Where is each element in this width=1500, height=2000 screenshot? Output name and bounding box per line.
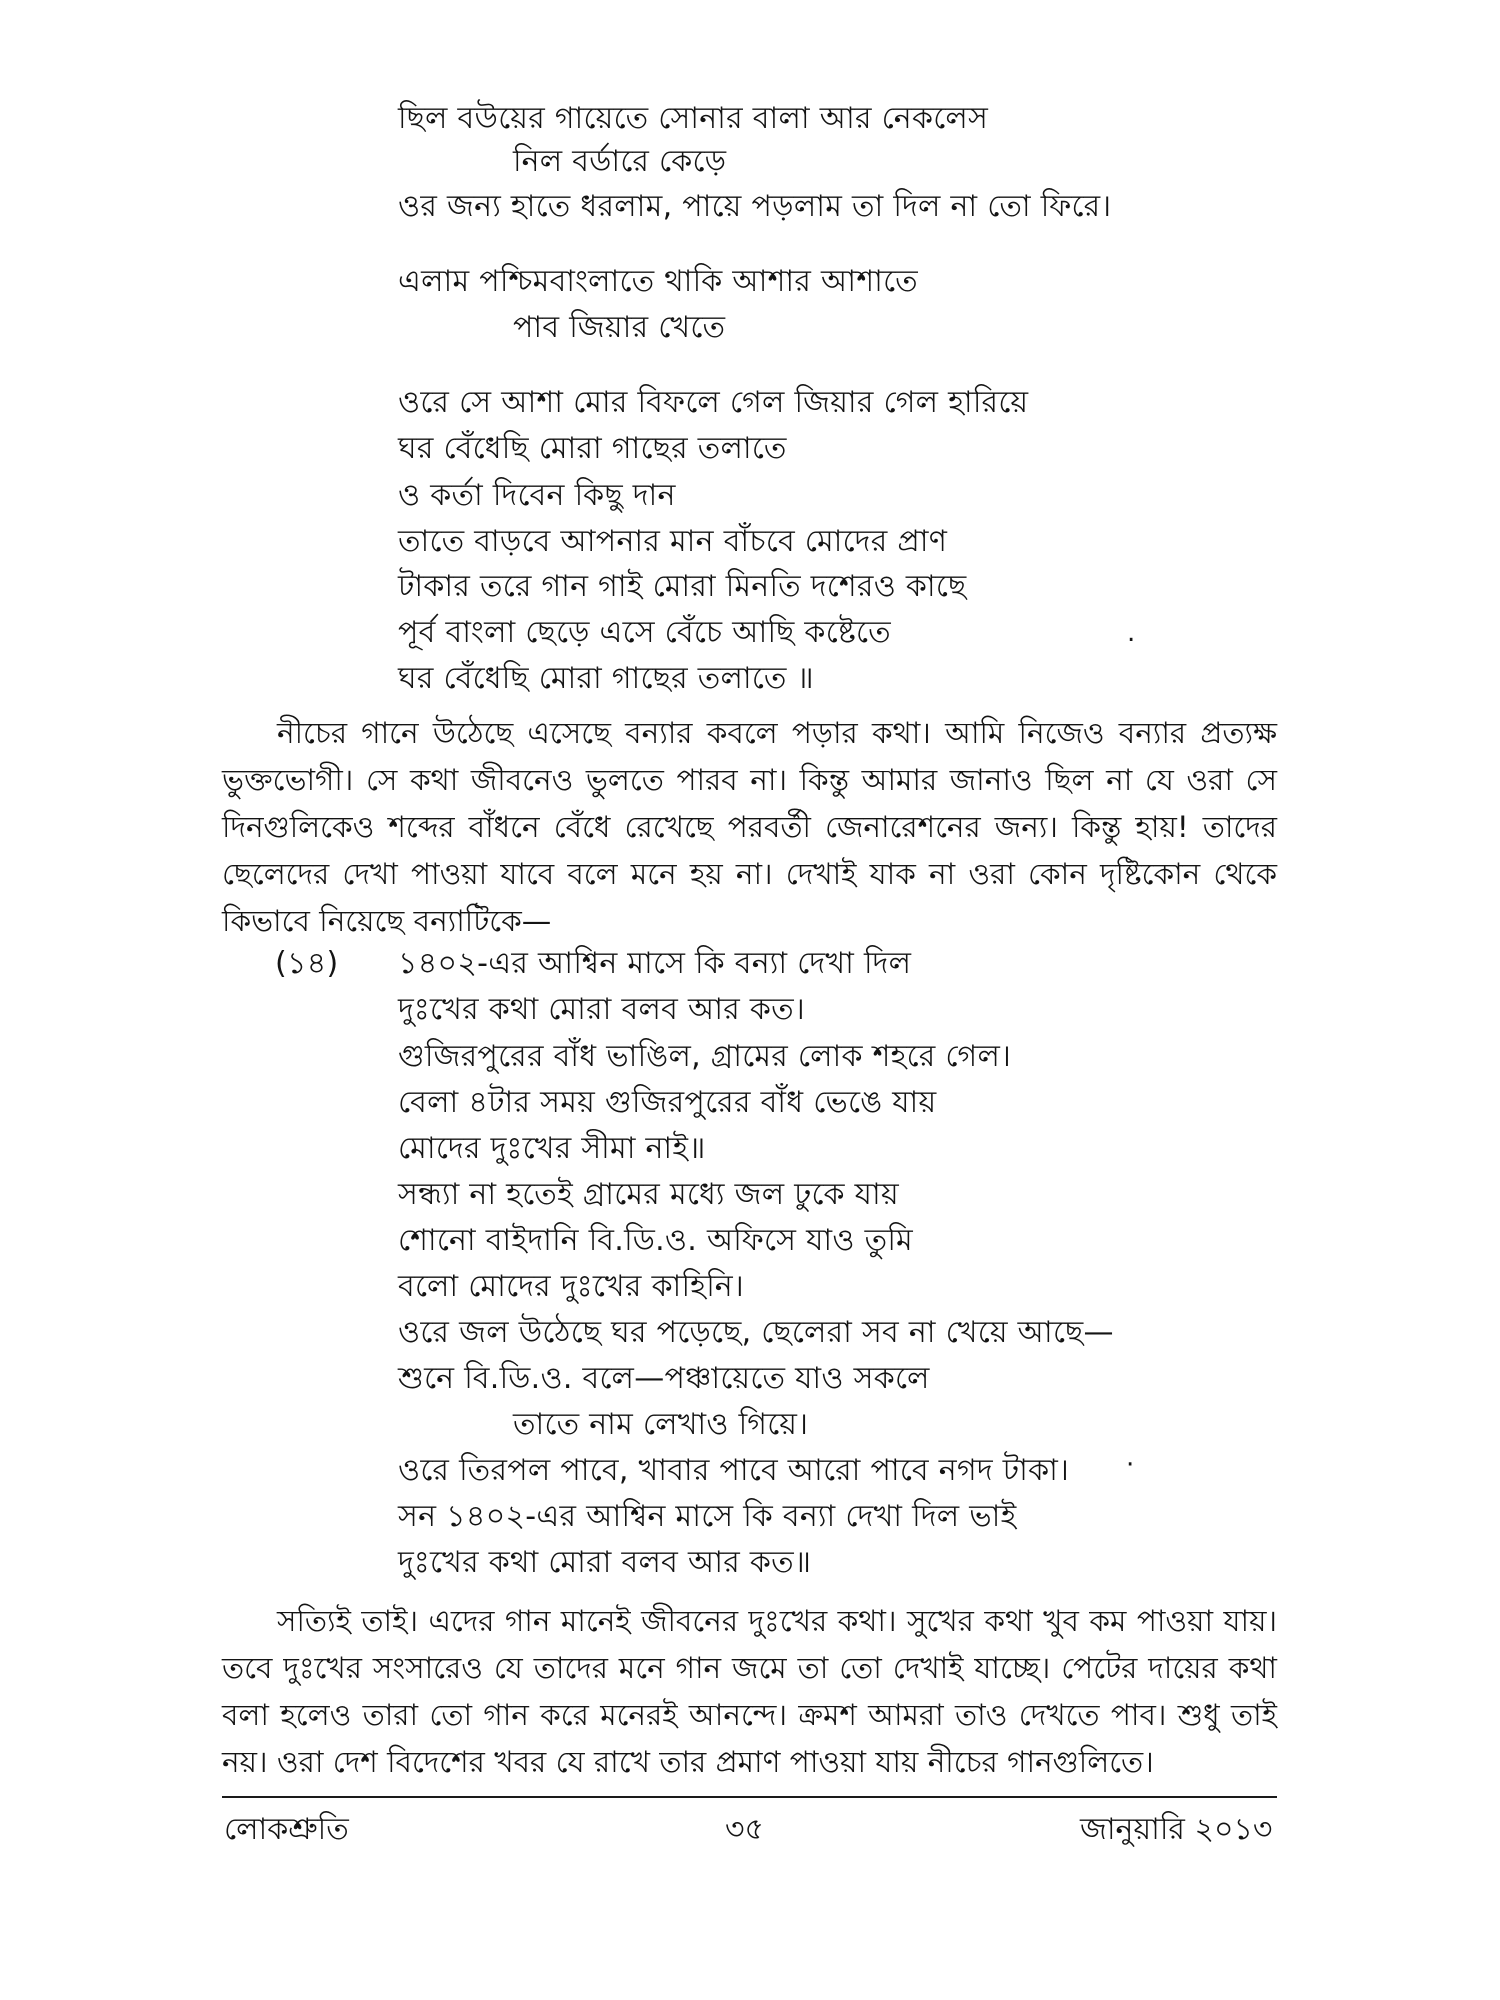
verse-line: পূর্ব বাংলা ছেড়ে এসে বেঁচে আছি কষ্টেতে <box>398 615 891 650</box>
verse-line: টাকার তরে গান গাই মোরা মিনতি দশেরও কাছে <box>398 569 967 604</box>
verse-line: বেলা ৪টার সময় গুজিরপুরের বাঁধ ভেঙে যায় <box>398 1085 937 1120</box>
verse-line: মোদের দুঃখের সীমা নাই॥ <box>398 1131 706 1166</box>
verse-line: ওরে তিরপল পাবে, খাবার পাবে আরো পাবে নগদ টাকা। <box>398 1453 1070 1488</box>
verse-line: ওরে সে আশা মোর বিফলে গেল জিয়ার গেল হারিয়ে <box>398 385 1029 420</box>
verse-line: সন ১৪০২-এর আশ্বিন মাসে কি বন্যা দেখা দিল ভাই <box>398 1499 1017 1534</box>
verse-line: ঘর বেঁধেছি মোরা গাছের তলাতে <box>398 431 787 466</box>
stray-dot-mark: . <box>1127 618 1136 648</box>
prose-paragraph: নীচের গানে উঠেছে এসেছে বন্যার কবলে পড়ার কথা। আমি নিজেও বন্যার প্রত্যক্ষ ভুক্তভোগী। সে কথা জীবনেও ভুলতে পারব না। কিন্তু আমার জানাও ছিল না যে ওরা সে দিনগুলিকেও শব্দের বাঁধনে বেঁধে রেখেছে পরবর্তী জেনারেশনের জন্য। কিন্তু হায়! তাদের ছেলেদের দেখা পাওয়া যাবে বলে মনে হয় না। দেখাই যাক না ওরা কোন দৃষ্টিকোন থেকে কিভাবে নিয়েছে বন্যাটিকে— <box>222 716 1277 938</box>
verse-line: ঘর বেঁধেছি মোরা গাছের তলাতে ॥ <box>398 661 814 696</box>
verse-line: বলো মোদের দুঃখের কাহিনি। <box>398 1269 745 1304</box>
footer-journal-name: লোকশ্রুতি <box>224 1812 349 1847</box>
verse-line: গুজিরপুরের বাঁধ ভাঙিল, গ্রামের লোক শহরে গেল। <box>398 1039 1012 1074</box>
verse-line: ১৪০২-এর আশ্বিন মাসে কি বন্যা দেখা দিল <box>398 946 912 981</box>
verse-line: তাতে নাম লেখাও গিয়ে। <box>513 1407 809 1442</box>
verse-line: দুঃখের কথা মোরা বলব আর কত॥ <box>398 1545 812 1580</box>
verse-line: শুনে বি.ডি.ও. বলে—পঞ্চায়েতে যাও সকলে <box>398 1361 930 1396</box>
verse-line: শোনো বাইদানি বি.ডি.ও. অফিসে যাও তুমি <box>398 1223 913 1258</box>
footer-rule <box>222 1796 1277 1798</box>
verse-line: ওরে জল উঠেছে ঘর পড়েছে, ছেলেরা সব না খেয়ে আছে— <box>398 1315 1114 1350</box>
prose-paragraph: সত্যিই তাই। এদের গান মানেই জীবনের দুঃখের কথা। সুখের কথা খুব কম পাওয়া যায়। তবে দুঃখের সংসারেও যে তাদের মনে গান জমে তা তো দেখাই যাচ্ছে। পেটের দায়ের কথা বলা হলেও তারা তো গান করে মনেরই আনন্দে। ক্রমশ আমরা তাও দেখতে পাব। শুধু তাই নয়। ওরা দেশ বিদেশের খবর যে রাখে তার প্রমাণ পাওয়া যায় নীচের গানগুলিতে। <box>222 1604 1277 1779</box>
stray-dot-mark: · <box>1126 1450 1135 1480</box>
verse-line: এলাম পশ্চিমবাংলাতে থাকি আশার আশাতে <box>398 264 918 299</box>
verse-line: ও কর্তা দিবেন কিছু দান <box>398 478 676 513</box>
footer-date: জানুয়ারি ২০১৩ <box>1080 1812 1273 1847</box>
verse-line: ওর জন্য হাতে ধরলাম, পায়ে পড়লাম তা দিল না তো ফিরে। <box>398 189 1112 224</box>
verse-line: সন্ধ্যা না হতেই গ্রামের মধ্যে জল ঢুকে যায় <box>398 1177 899 1212</box>
verse-line: পাব জিয়ার খেতে <box>513 310 726 345</box>
footer-page-number: ৩৫ <box>725 1812 764 1847</box>
song-number: (১৪) <box>275 946 339 981</box>
verse-line: ছিল বউয়ের গায়েতে সোনার বালা আর নেকলেস <box>398 101 989 136</box>
verse-line: তাতে বাড়বে আপনার মান বাঁচবে মোদের প্রাণ <box>398 524 948 559</box>
verse-line: দুঃখের কথা মোরা বলব আর কত। <box>398 992 806 1027</box>
verse-line: নিল বর্ডারে কেড়ে <box>513 144 727 179</box>
